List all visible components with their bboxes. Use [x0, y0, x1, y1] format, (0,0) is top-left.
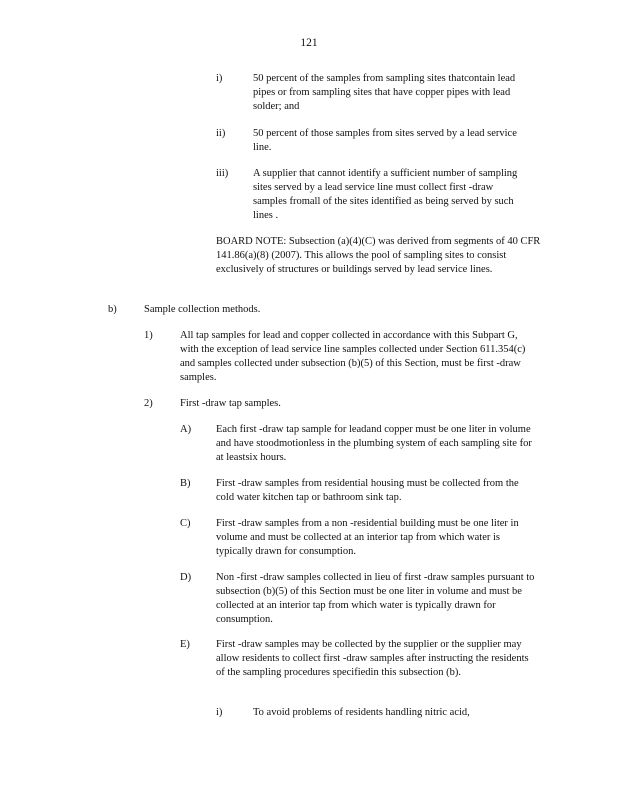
item-text: First -draw samples from a non -residential building must be one liter in volume and must be collected at an interior tap from which water is typically drawn for consumption.: [216, 518, 519, 557]
item-marker: A): [180, 424, 192, 435]
item-marker: E): [180, 639, 190, 650]
item-marker: B): [180, 478, 191, 489]
item-text: Non -first -draw samples collected in lieu of first -draw samples pursuant to subsection (b)(5) of this Section must be one liter in volume and must be collected at an interior tap from which water is typically drawn for consumption.: [216, 572, 535, 625]
section-heading: Sample collection methods.: [144, 304, 261, 315]
item-marker: 1): [144, 330, 153, 341]
item-marker: i): [216, 73, 223, 84]
item-marker: ii): [216, 128, 226, 139]
item-text: Each first -draw tap sample for leadand copper must be one liter in volume and have stoodmotionless in the plumbing system of each sampling site for at leastsix hours.: [216, 424, 532, 463]
page-number: 121: [300, 37, 318, 49]
item-text: 50 percent of those samples from sites served by a lead service line.: [253, 128, 517, 153]
item-text: To avoid problems of residents handling nitric acid,: [253, 707, 470, 718]
item-text: First -draw tap samples.: [180, 398, 281, 409]
item-marker: i): [216, 707, 223, 718]
item-marker: 2): [144, 398, 153, 409]
item-marker: C): [180, 518, 191, 529]
item-text: First -draw samples may be collected by the supplier or the supplier may allow residents to collect first -draw samples after instructing the residents of the sampling procedures specifiedin this subsection (b).: [216, 639, 529, 678]
section-marker: b): [108, 304, 117, 315]
item-marker: iii): [216, 168, 229, 179]
item-text: 50 percent of the samples from sampling sites thatcontain lead pipes or from sampling sites that have copper pipes with lead solder; and: [253, 73, 516, 112]
item-marker: D): [180, 572, 192, 583]
board-note: BOARD NOTE: Subsection (a)(4)(C) was derived from segments of 40 CFR 141.86(a)(8) (2007). This allows the pool of sampling sites to consist exclusively of structures or buildings served by lead service lines.: [216, 236, 541, 275]
item-text: All tap samples for lead and copper collected in accordance with this Subpart G, with the exception of lead service line samples collected under Section 611.354(c) and samples collected under subsection (b)(5) of this Section, must be first -draw samples.: [180, 330, 526, 383]
item-text: A supplier that cannot identify a sufficient number of sampling sites served by a lead service line must collect first -draw samples fromall of the sites identified as being served by such lines .: [253, 168, 518, 221]
item-text: First -draw samples from residential housing must be collected from the cold water kitchen tap or bathroom sink tap.: [216, 478, 519, 503]
